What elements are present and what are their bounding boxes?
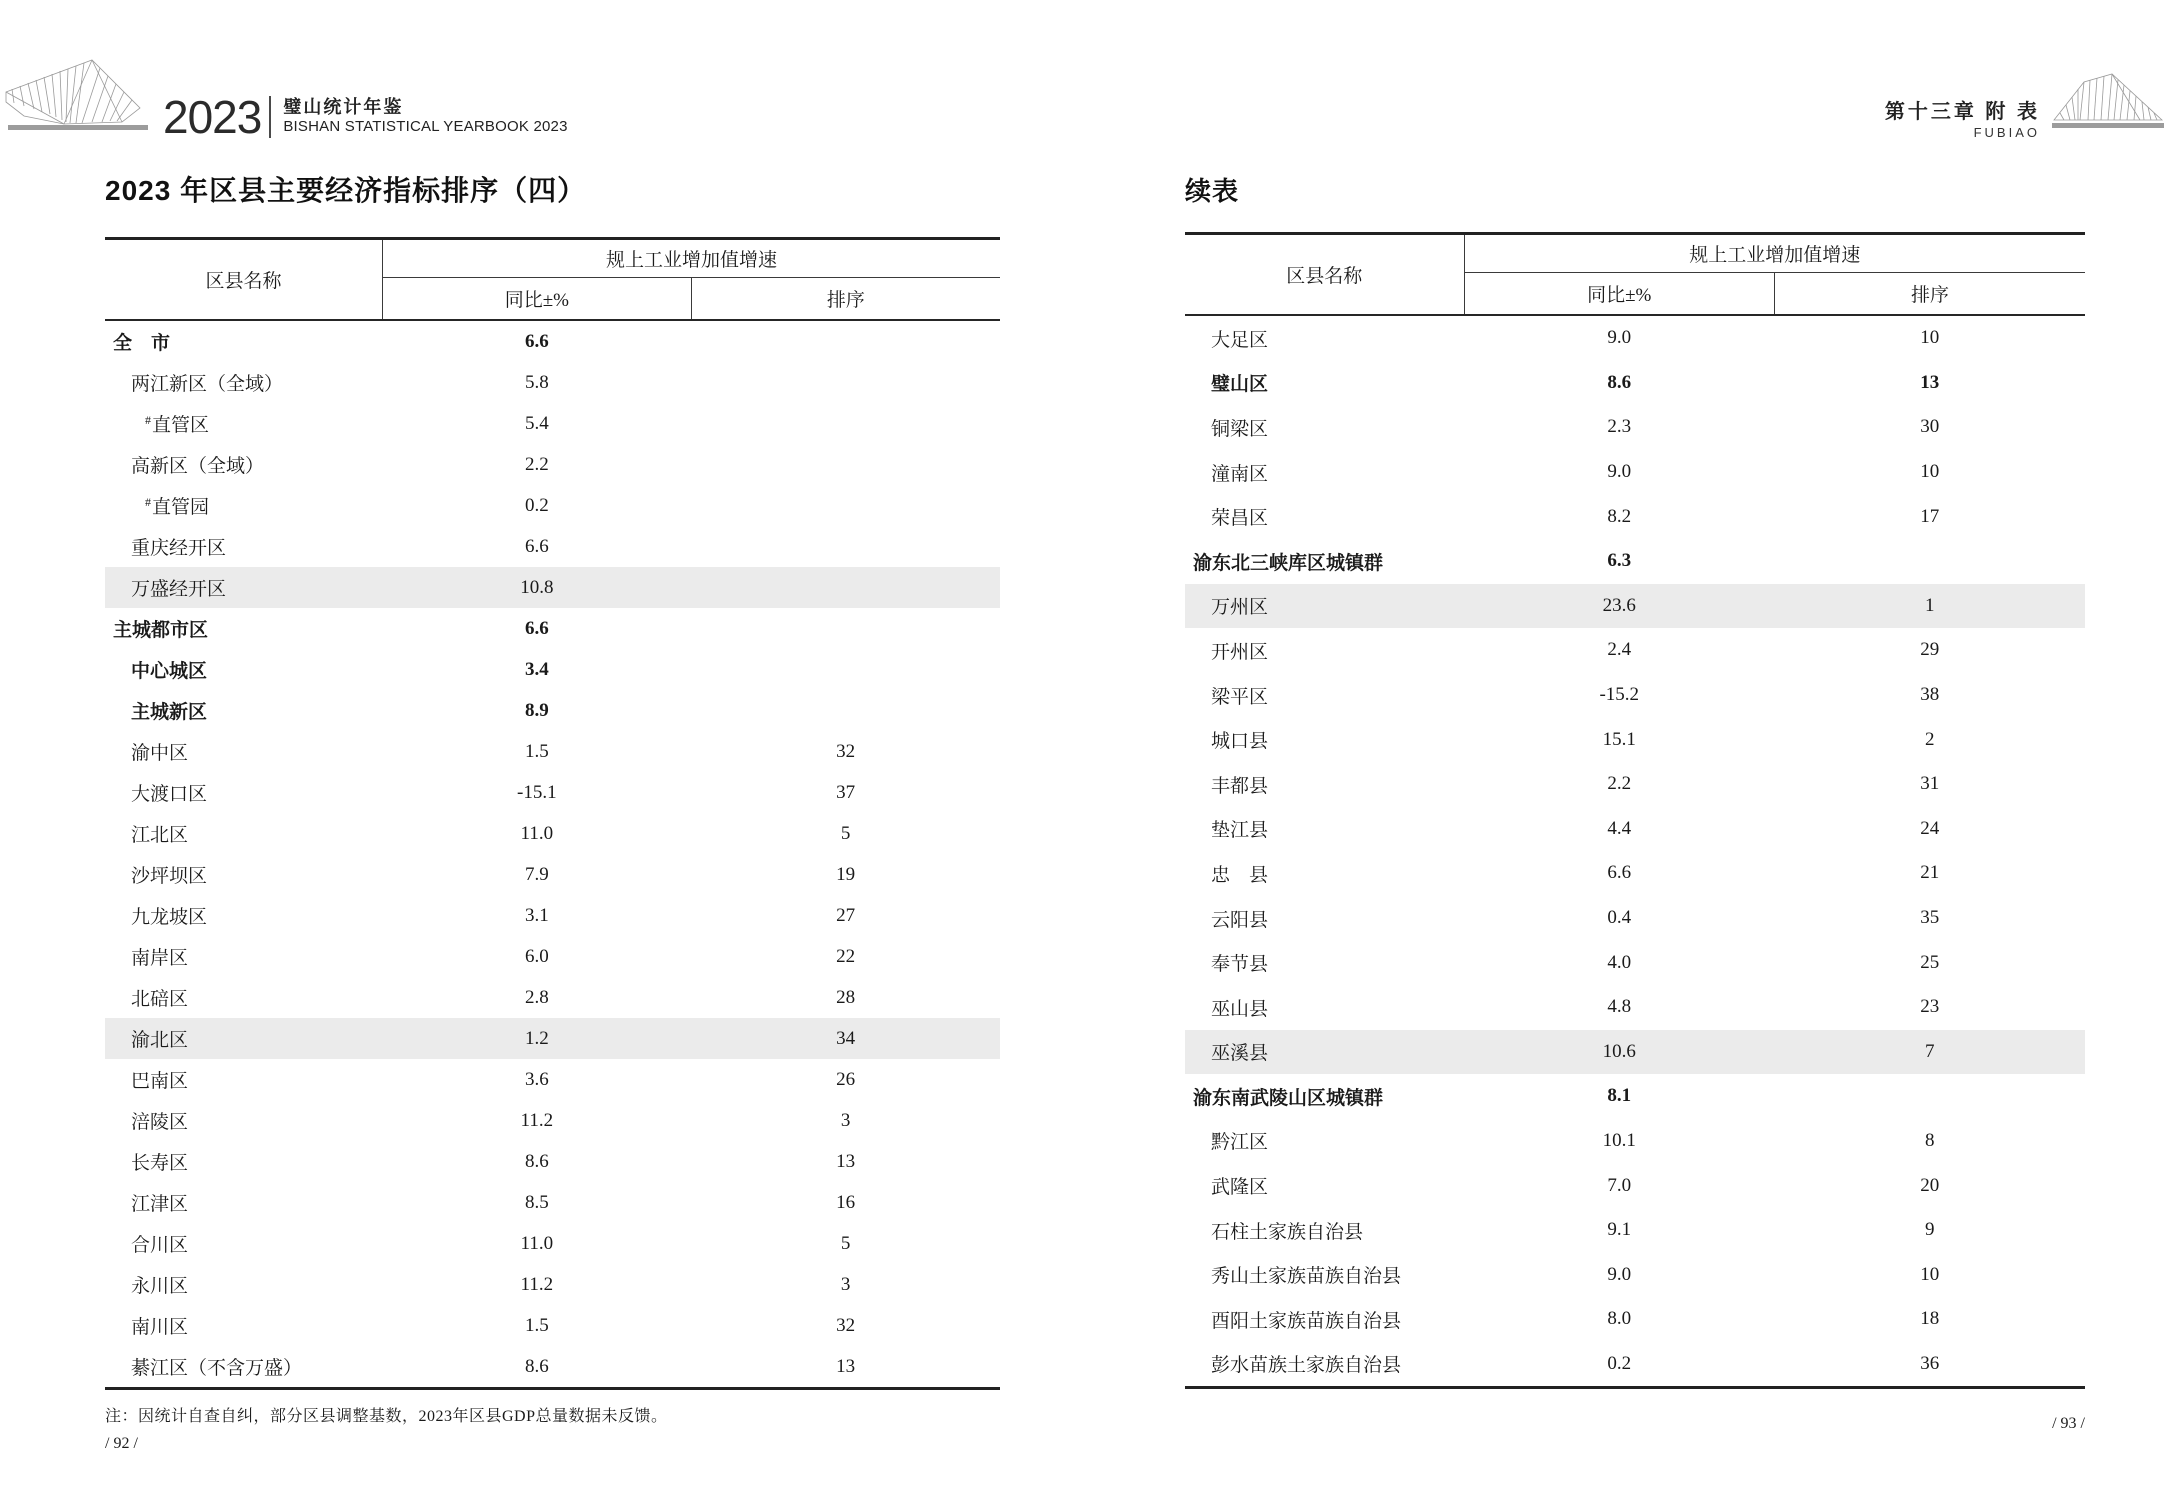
- yoy-value-cell: 1.2: [524, 1027, 549, 1049]
- table-row: [105, 1346, 1000, 1389]
- yoy-value-cell: 6.3: [1607, 550, 1632, 572]
- yoy-value-cell: 4.4: [1607, 817, 1632, 839]
- table-row: [105, 936, 1000, 977]
- table-row: [1185, 1030, 2085, 1075]
- region-name-cell: 秀山土家族苗族自治县: [1211, 1266, 1402, 1288]
- table-row: [1185, 405, 2085, 450]
- table-row: [1185, 1208, 2085, 1253]
- rank-cell: 3: [840, 1109, 851, 1131]
- table-row: [105, 608, 1000, 649]
- region-name-cell: 綦江区（不含万盛）: [131, 1358, 303, 1379]
- table-row: [105, 772, 1000, 813]
- rank-cell: 13: [836, 1355, 856, 1377]
- rank-cell: [691, 608, 1000, 649]
- table-row: [105, 1018, 1000, 1059]
- yoy-value-cell: 3.4: [524, 658, 549, 680]
- column-header-yoy: 同比±%: [1464, 273, 1775, 316]
- table-row: [1185, 807, 2085, 852]
- table-row: [1185, 494, 2085, 539]
- table-row: [105, 362, 1000, 403]
- region-name-cell: 城口县: [1211, 731, 1269, 753]
- region-name-cell: 渝北区: [131, 1030, 189, 1051]
- rank-cell: 26: [836, 1068, 856, 1090]
- yoy-value-cell: 0.2: [1607, 1352, 1632, 1374]
- table-row: [105, 854, 1000, 895]
- table-row: [105, 485, 1000, 526]
- rank-cell: 22: [836, 945, 856, 967]
- wireframe-building-logo-right: [2050, 68, 2168, 134]
- yoy-value-cell: 9.1: [1607, 1219, 1632, 1241]
- rank-cell: 13: [1920, 371, 1940, 393]
- region-name-cell: 奉节县: [1211, 954, 1269, 976]
- yoy-value-cell: 9.0: [1607, 1263, 1632, 1285]
- rank-cell: 8: [1925, 1129, 1935, 1151]
- region-name-cell: 沙坪坝区: [131, 866, 208, 887]
- rank-cell: 37: [836, 781, 856, 803]
- table-row: [1185, 450, 2085, 495]
- rank-cell: 10: [1920, 327, 1940, 349]
- economic-indicator-table: [105, 237, 1000, 1390]
- yoy-value-cell: 2.3: [1607, 416, 1632, 438]
- region-name-cell: 合川区: [131, 1235, 189, 1256]
- rank-cell: 32: [836, 740, 856, 762]
- column-header-group: 规上工业增加值增速: [1464, 234, 2085, 273]
- region-name-cell: 九龙坡区: [131, 907, 208, 928]
- yoy-value-cell: 2.8: [524, 986, 549, 1008]
- region-name-cell: 巫山县: [1211, 998, 1269, 1020]
- rank-cell: [691, 444, 1000, 485]
- table-row: [1185, 851, 2085, 896]
- rank-cell: 32: [836, 1314, 856, 1336]
- rank-cell: 38: [1920, 684, 1940, 706]
- region-name-cell: 渝中区: [131, 743, 189, 764]
- yoy-value-cell: 8.1: [1607, 1085, 1632, 1107]
- yoy-value-cell: 11.0: [520, 1232, 554, 1254]
- rank-cell: [691, 362, 1000, 403]
- rank-cell: 2: [1925, 728, 1935, 750]
- table-row: [1185, 1119, 2085, 1164]
- right-page: [1185, 172, 2085, 1433]
- page-title: 2023 年区县主要经济指标排序（四）: [105, 175, 587, 206]
- region-name-cell: 万州区: [1211, 597, 1269, 619]
- table-row: [105, 1182, 1000, 1223]
- table-row: [1185, 717, 2085, 762]
- yoy-value-cell: 10.6: [1602, 1040, 1636, 1062]
- yoy-value-cell: 11.2: [520, 1109, 554, 1131]
- yoy-value-cell: -15.2: [1599, 684, 1640, 706]
- rank-cell: [691, 567, 1000, 608]
- rank-cell: 5: [840, 822, 851, 844]
- region-name-cell: 石柱土家族自治县: [1211, 1221, 1364, 1243]
- rank-cell: 21: [1920, 862, 1940, 884]
- region-name-cell: 巴南区: [131, 1071, 189, 1092]
- rank-cell: 34: [836, 1027, 856, 1049]
- rank-cell: [691, 403, 1000, 444]
- rank-cell: [691, 485, 1000, 526]
- yearbook-brand: [163, 91, 568, 143]
- yoy-value-cell: 0.2: [524, 494, 549, 516]
- footnote-marker: #: [145, 412, 151, 427]
- table-row: [1185, 985, 2085, 1030]
- yoy-value-cell: 4.0: [1607, 951, 1632, 973]
- table-row: [1185, 1297, 2085, 1342]
- yoy-value-cell: 3.6: [524, 1068, 549, 1090]
- column-header-rank: 排序: [1775, 273, 2086, 316]
- table-row: [105, 1059, 1000, 1100]
- left-page: [105, 172, 1000, 1453]
- rank-cell: [691, 690, 1000, 731]
- yoy-value-cell: 10.1: [1602, 1129, 1636, 1151]
- table-row: [105, 1141, 1000, 1182]
- column-header-region: 区县名称: [1185, 234, 1464, 316]
- rank-cell: [1775, 1074, 2086, 1119]
- yoy-value-cell: 6.6: [524, 535, 549, 557]
- table-row: [105, 731, 1000, 772]
- region-name-cell: 涪陵区: [131, 1112, 189, 1133]
- table-row: [1185, 673, 2085, 718]
- region-name-cell: 重庆经开区: [131, 538, 227, 559]
- table-row: [105, 649, 1000, 690]
- yoy-value-cell: 6.6: [524, 330, 549, 352]
- region-name-cell: 丰都县: [1211, 775, 1269, 797]
- rank-cell: 19: [836, 863, 856, 885]
- yoy-value-cell: 8.9: [524, 699, 549, 721]
- region-name-cell: 铜梁区: [1211, 418, 1269, 440]
- table-footnote: 注：因统计自查自纠，部分区县调整基数，2023年区县GDP总量数据未反馈。: [105, 1408, 668, 1425]
- region-name-cell: 酉阳土家族苗族自治县: [1211, 1310, 1402, 1332]
- table-row: [1185, 1074, 2085, 1119]
- region-name-cell: 全 市: [113, 333, 171, 354]
- yoy-value-cell: 5.4: [524, 412, 549, 434]
- table-row: [105, 895, 1000, 936]
- rank-cell: [1775, 539, 2086, 584]
- region-name-cell: 大渡口区: [131, 784, 208, 805]
- table-row: [1185, 1342, 2085, 1388]
- yoy-value-cell: 2.4: [1607, 639, 1632, 661]
- region-name-cell: 开州区: [1211, 641, 1269, 663]
- rank-cell: 35: [1920, 907, 1940, 929]
- column-header-yoy: 同比±%: [382, 278, 691, 321]
- rank-cell: 29: [1920, 639, 1940, 661]
- region-name-cell: 垫江县: [1211, 820, 1269, 842]
- region-name-cell: 渝东南武陵山区城镇群: [1193, 1087, 1384, 1109]
- chapter-title-cn: 第十三章 附 表: [1884, 101, 2040, 123]
- chapter-head: [1885, 100, 2040, 142]
- yoy-value-cell: 3.1: [524, 904, 549, 926]
- table-row: [1185, 315, 2085, 361]
- table-row: [105, 1264, 1000, 1305]
- page-number-left: / 92 /: [105, 1435, 138, 1452]
- yoy-value-cell: 8.0: [1607, 1308, 1632, 1330]
- region-name-cell: 江津区: [131, 1194, 189, 1215]
- yoy-value-cell: 8.2: [1607, 505, 1632, 527]
- brand-divider: [269, 96, 271, 138]
- region-name-cell: 北碚区: [131, 989, 189, 1010]
- table-row: [1185, 539, 2085, 584]
- yoy-value-cell: 11.2: [520, 1273, 554, 1295]
- region-name-cell: 主城都市区: [113, 620, 209, 641]
- region-name-cell: 高新区（全域）: [131, 456, 265, 477]
- rank-cell: 13: [836, 1150, 856, 1172]
- table-row: [105, 1100, 1000, 1141]
- yoy-value-cell: 1.5: [524, 1314, 549, 1336]
- region-name-cell: 潼南区: [1211, 463, 1269, 485]
- yoy-value-cell: 1.5: [524, 740, 549, 762]
- column-header-group: 规上工业增加值增速: [382, 239, 1000, 278]
- region-name-cell: 南川区: [131, 1317, 189, 1338]
- yoy-value-cell: 9.0: [1607, 461, 1632, 483]
- wireframe-building-logo-left: [4, 52, 152, 134]
- rank-cell: 10: [1920, 1263, 1940, 1285]
- yoy-value-cell: 2.2: [524, 453, 549, 475]
- table-row: [105, 1223, 1000, 1264]
- region-name-cell: 两江新区（全域）: [131, 374, 284, 395]
- rank-cell: 23: [1920, 996, 1940, 1018]
- yoy-value-cell: 7.9: [524, 863, 549, 885]
- table-row: [1185, 940, 2085, 985]
- yoy-value-cell: 8.6: [524, 1150, 549, 1172]
- yoy-value-cell: 15.1: [1602, 728, 1636, 750]
- rank-cell: 20: [1920, 1174, 1940, 1196]
- yoy-value-cell: 5.8: [524, 371, 549, 393]
- yoy-value-cell: -15.1: [517, 781, 557, 803]
- rank-cell: 7: [1925, 1040, 1935, 1062]
- region-name-cell: 永川区: [131, 1276, 189, 1297]
- rank-cell: 5: [840, 1232, 851, 1254]
- yoy-value-cell: 2.2: [1607, 773, 1632, 795]
- table-row: [1185, 896, 2085, 941]
- region-name-cell: 长寿区: [131, 1153, 189, 1174]
- yoy-value-cell: 8.5: [524, 1191, 549, 1213]
- yoy-value-cell: 9.0: [1607, 327, 1632, 349]
- region-name-cell: 璧山区: [1211, 374, 1269, 396]
- rank-cell: 27: [836, 904, 856, 926]
- region-name-cell: 荣昌区: [1211, 508, 1269, 530]
- region-name-cell: 黔江区: [1211, 1132, 1269, 1154]
- rank-cell: 3: [840, 1273, 851, 1295]
- rank-cell: 30: [1920, 416, 1940, 438]
- rank-cell: [691, 320, 1000, 362]
- table-row: [1185, 584, 2085, 629]
- table-row: [1185, 361, 2085, 406]
- rank-cell: 16: [836, 1191, 856, 1213]
- region-name-cell: 大足区: [1211, 329, 1269, 351]
- table-row: [105, 690, 1000, 731]
- rank-cell: 1: [1925, 594, 1935, 616]
- rank-cell: 28: [836, 986, 856, 1008]
- region-name-cell: 云阳县: [1211, 909, 1269, 931]
- table-row: [105, 526, 1000, 567]
- table-row: [105, 1305, 1000, 1346]
- table-row: [105, 320, 1000, 362]
- region-name-cell: 江北区: [131, 825, 189, 846]
- yoy-value-cell: 6.0: [524, 945, 549, 967]
- region-name-cell: 主城新区: [131, 702, 208, 723]
- page-number-right: / 93 /: [2052, 1415, 2085, 1433]
- region-name-cell: 南岸区: [131, 948, 189, 969]
- region-name-cell: 中心城区: [131, 661, 208, 682]
- table-row: [105, 567, 1000, 608]
- economic-indicator-table-continued: [1185, 232, 2085, 1389]
- rank-cell: 25: [1920, 951, 1940, 973]
- rank-cell: 24: [1920, 817, 1940, 839]
- yoy-value-cell: 10.8: [520, 576, 554, 598]
- rank-cell: 31: [1920, 773, 1940, 795]
- table-row: [1185, 628, 2085, 673]
- footnote-marker: #: [145, 494, 151, 509]
- chapter-title-en: FUBIAO: [1973, 125, 2040, 140]
- rank-cell: [691, 526, 1000, 567]
- table-row: [105, 813, 1000, 854]
- table-row: [1185, 762, 2085, 807]
- book-title-cn: 璧山统计年鉴: [283, 96, 404, 117]
- table-row: [105, 977, 1000, 1018]
- rank-cell: [691, 649, 1000, 690]
- yoy-value-cell: 11.0: [520, 822, 554, 844]
- column-header-rank: 排序: [691, 278, 1000, 321]
- book-title-en: BISHAN STATISTICAL YEARBOOK 2023: [283, 118, 568, 136]
- rank-cell: 36: [1920, 1352, 1940, 1374]
- yoy-value-cell: 6.6: [1607, 862, 1632, 884]
- rank-cell: 9: [1925, 1219, 1935, 1241]
- rank-cell: 10: [1920, 461, 1940, 483]
- region-name-cell: 彭水苗族土家族自治县: [1211, 1355, 1402, 1377]
- table-row: [105, 403, 1000, 444]
- rank-cell: 17: [1920, 505, 1940, 527]
- yoy-value-cell: 23.6: [1602, 594, 1636, 616]
- yoy-value-cell: 0.4: [1607, 907, 1632, 929]
- yoy-value-cell: 6.6: [524, 617, 549, 639]
- brand-year: 2023: [163, 91, 262, 143]
- yoy-value-cell: 7.0: [1607, 1174, 1632, 1196]
- table-row: [1185, 1163, 2085, 1208]
- region-name-cell: 忠 县: [1211, 864, 1269, 886]
- region-name-cell: 渝东北三峡库区城镇群: [1193, 552, 1384, 574]
- region-name-cell: 万盛经开区: [131, 579, 227, 600]
- region-name-cell: #直管园: [145, 494, 210, 518]
- region-name-cell: #直管区: [145, 412, 210, 436]
- table-row: [105, 444, 1000, 485]
- rank-cell: 18: [1920, 1308, 1940, 1330]
- yoy-value-cell: 4.8: [1607, 996, 1632, 1018]
- region-name-cell: 武隆区: [1211, 1177, 1269, 1199]
- column-header-region: 区县名称: [105, 239, 382, 321]
- table-row: [1185, 1252, 2085, 1297]
- yoy-value-cell: 8.6: [524, 1355, 549, 1377]
- region-name-cell: 巫溪县: [1211, 1043, 1269, 1065]
- region-name-cell: 梁平区: [1211, 686, 1269, 708]
- yoy-value-cell: 8.6: [1607, 371, 1632, 393]
- continued-table-title: 续表: [1185, 176, 1240, 206]
